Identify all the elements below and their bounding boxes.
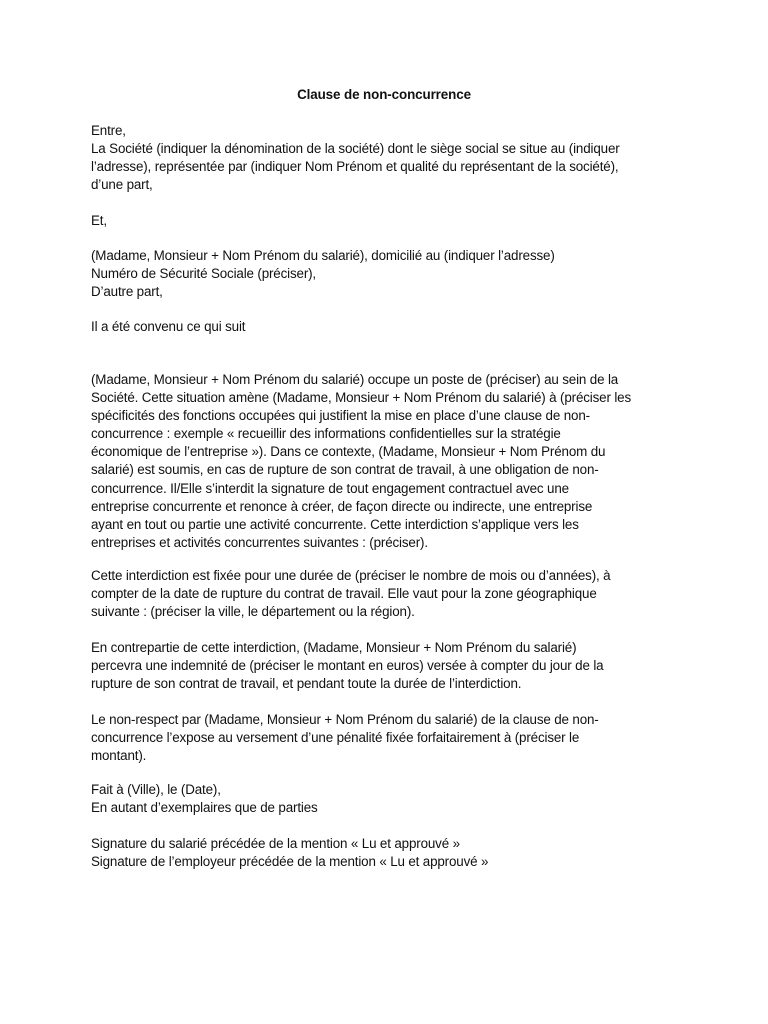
agreed-block	[91, 318, 711, 336]
parties-line: La Société (indiquer la dénomination de la société) dont le siège social se situe au (indiquer	[91, 141, 620, 157]
paragraph-line: salarié) est soumis, en cas de rupture de son contrat de travail, à une obligation de non-	[91, 462, 599, 478]
et-block	[91, 212, 711, 230]
paragraph-1	[91, 371, 711, 552]
paragraph-line: ayant en tout ou partie une activité concurrente. Cette interdiction s’applique vers les	[91, 516, 579, 532]
signature-line-employee: Signature du salarié précédée de la mention « Lu et approuvé »	[91, 836, 460, 851]
signature-line-employer: Signature de l’employeur précédée de la mention « Lu et approuvé »	[91, 854, 489, 870]
parties-line: Entre,	[91, 123, 126, 138]
closing-line: En autant d’exemplaires que de parties	[91, 800, 318, 816]
paragraph-line: spécificités des fonctions occupées qui justifient la mise en place d’une clause de non-	[91, 408, 590, 424]
parties-block	[91, 122, 711, 194]
paragraph-line: Société. Cette situation amène (Madame, Monsieur + Nom Prénom du salarié) à (préciser les	[91, 390, 632, 406]
paragraph-line: En contrepartie de cette interdiction, (Madame, Monsieur + Nom Prénom du salarié)	[91, 640, 577, 655]
document-title: Clause de non-concurrence	[297, 87, 471, 102]
closing-block	[91, 781, 711, 817]
paragraph-line: suivante : (préciser la ville, le département ou la région).	[91, 604, 415, 620]
paragraph-line: concurrence. Il/Elle s’interdit la signature de tout engagement contractuel avec une	[91, 480, 569, 496]
paragraph-3	[91, 639, 711, 693]
employee-block	[91, 247, 711, 301]
closing-line: Fait à (Ville), le (Date),	[91, 782, 221, 797]
et-line: Et,	[91, 213, 107, 228]
parties-line: l’adresse), représentée par (indiquer Nom Prénom et qualité du représentant de la société),	[91, 159, 619, 175]
paragraph-4	[91, 711, 711, 765]
paragraph-line: Cette interdiction est fixée pour une durée de (préciser le nombre de mois ou d’années), à	[91, 568, 611, 583]
paragraph-line: entreprise concurrente et renonce à créer, de façon directe ou indirecte, une entreprise	[91, 498, 593, 514]
paragraph-line: entreprises et activités concurrentes suivantes : (préciser).	[91, 534, 428, 550]
agreed-line: Il a été convenu ce qui suit	[91, 319, 246, 334]
paragraph-line: concurrence l’expose au versement d’une pénalité fixée forfaitairement à (préciser le	[91, 730, 580, 746]
paragraph-line: Le non-respect par (Madame, Monsieur + Nom Prénom du salarié) de la clause de non-	[91, 712, 599, 727]
signatures-block	[91, 835, 711, 871]
paragraph-line: montant).	[91, 748, 147, 764]
paragraph-line: (Madame, Monsieur + Nom Prénom du salarié) occupe un poste de (préciser) au sein de la	[91, 372, 619, 387]
parties-line: d’une part,	[91, 177, 153, 193]
paragraph-line: percevra une indemnité de (préciser le montant en euros) versée à compter du jour de la	[91, 658, 604, 674]
employee-line: Numéro de Sécurité Sociale (préciser),	[91, 266, 317, 282]
employee-line: D’autre part,	[91, 284, 163, 300]
paragraph-line: compter de la date de rupture du contrat de travail. Elle vaut pour la zone géographique	[91, 586, 597, 602]
paragraph-line: économique de l’entreprise »). Dans ce contexte, (Madame, Monsieur + Nom Prénom du	[91, 444, 606, 460]
paragraph-line: rupture de son contrat de travail, et pendant toute la durée de l’interdiction.	[91, 676, 522, 692]
paragraph-2	[91, 567, 711, 621]
paragraph-line: concurrence : exemple « recueillir des informations confidentielles sur la stratégie	[91, 426, 561, 442]
employee-line: (Madame, Monsieur + Nom Prénom du salarié), domicilié au (indiquer l’adresse)	[91, 248, 555, 263]
